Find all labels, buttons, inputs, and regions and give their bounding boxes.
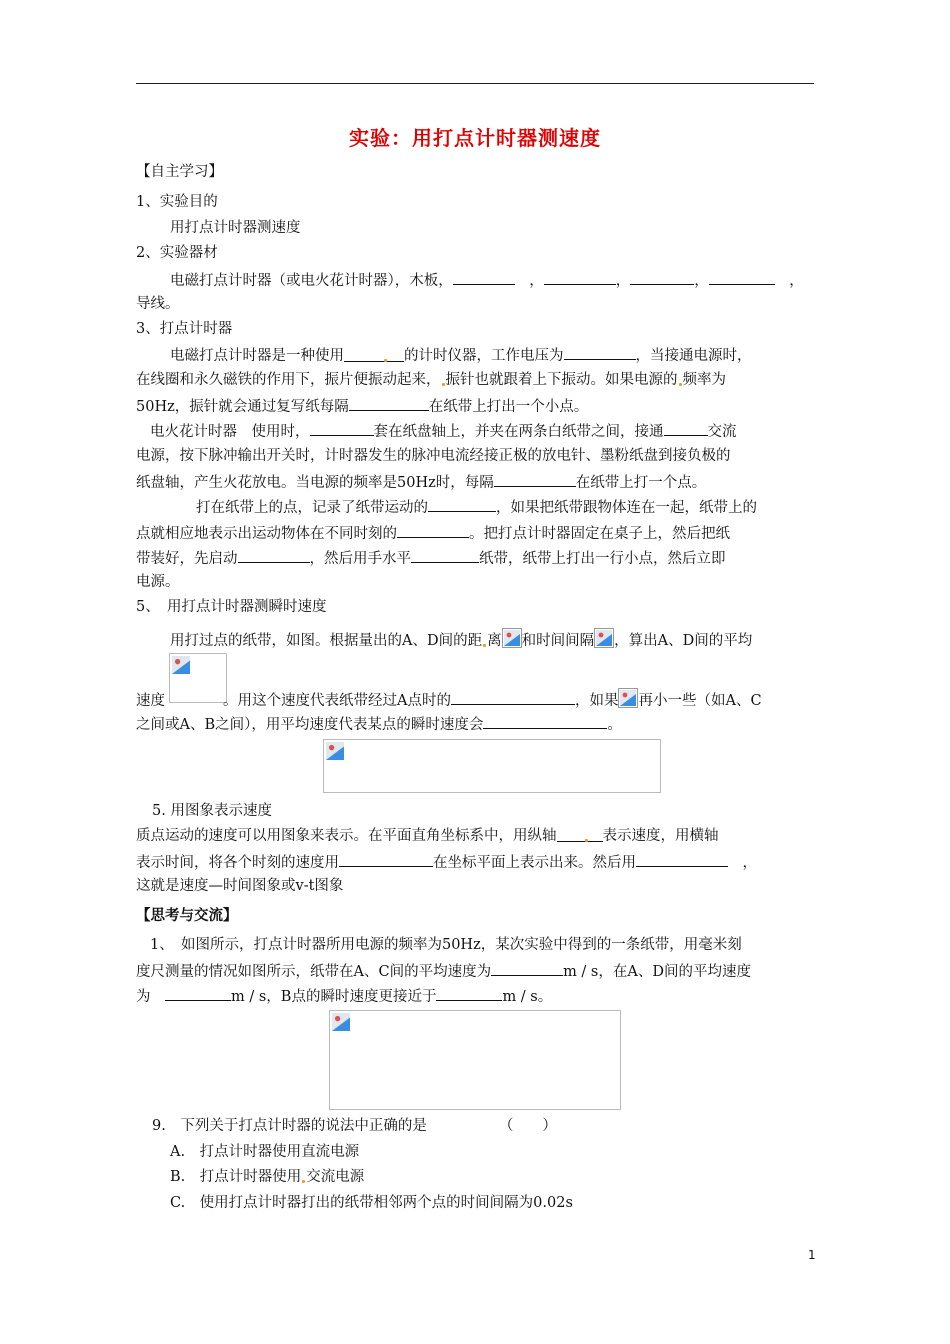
para-line: 电源。 bbox=[136, 574, 180, 590]
para-line: 50Hz，振针就会通过复写纸每隔 在纸带上打出一个小点。 bbox=[136, 395, 588, 417]
page-number: 1 bbox=[808, 1248, 816, 1262]
answer-bracket: （ ） bbox=[498, 1118, 557, 1134]
para-line: 用打过点的纸带，如图。根据量出的A、D间的距 离 和时间间隔 ，算出A、D间的平均 bbox=[170, 628, 752, 651]
para-line: 电磁打点计时器是一种使用 的计时仪器，工作电压为 ，当接通电源时， bbox=[170, 344, 752, 366]
heading-purpose: 1、实验目的 bbox=[136, 194, 218, 210]
section-heading: 【自主学习】 bbox=[136, 164, 223, 180]
para-line: 速度 。用这个速度代表纸带经过A点时的 ，如果 再小一些（如A、C bbox=[136, 688, 762, 711]
equipment-line-2: 导线。 bbox=[136, 296, 180, 312]
heading-graph: 5. 用图象表示速度 bbox=[152, 803, 272, 819]
para-line: 带装好，先启动 ，然后用手水平 纸带，纸带上打出一行小点，然后立即 bbox=[136, 547, 726, 569]
para-line: 之间或A、B之间），用平均速度代表某点的瞬时速度会 。 bbox=[136, 713, 622, 735]
question-line: 1、 如图所示，打点计时器所用电源的频率为50Hz，某次实验中得到的一条纸带，用毫米刻 bbox=[150, 937, 742, 953]
tape-figure-placeholder bbox=[329, 1010, 621, 1110]
para-line: 这就是速度—时间图象或v-t图象 bbox=[136, 878, 344, 894]
question-9: 9. 下列关于打点计时器的说法中正确的是 （ ） bbox=[152, 1118, 557, 1134]
option-c: C. 使用打点计时器打出的纸带相邻两个点的时间间隔为0.02s bbox=[170, 1195, 573, 1211]
heading-equipment: 2、实验器材 bbox=[136, 245, 218, 261]
question-line: 度尺测量的情况如图所示，纸带在A、C间的平均速度为 m / s，在A、D间的平均速度 bbox=[136, 960, 751, 982]
para-line: 表示时间，将各个时刻的速度用 在坐标平面上表示出来。然后用 ， bbox=[136, 851, 757, 873]
purpose-text: 用打点计时器测速度 bbox=[170, 220, 301, 236]
broken-image-icon bbox=[502, 628, 522, 648]
para-line: 质点运动的速度可以用图象来表示。在平面直角坐标系中，用纵轴 表示速度，用横轴 bbox=[136, 828, 719, 844]
equipment-line: 电磁打点计时器（或电火花计时器），木板， ， ， ， ， bbox=[170, 269, 804, 291]
question-line: 为 m / s，B点的瞬时速度更接近于 m / s。 bbox=[136, 985, 552, 1007]
tape-figure-placeholder bbox=[323, 739, 661, 793]
header-rule bbox=[136, 83, 814, 84]
option-a: A. 打点计时器使用直流电源 bbox=[170, 1144, 360, 1160]
para-line: 打在纸带上的点，记录了纸带运动的 ，如果把纸带跟物体连在一起，纸带上的 bbox=[196, 496, 757, 518]
para-line: 电源，按下脉冲输出开关时，计时器发生的脉冲电流经接正极的放电针、墨粉纸盘到接负极的 bbox=[136, 448, 731, 464]
heading-instant-speed: 5、 用打点计时器测瞬时速度 bbox=[136, 599, 327, 615]
option-b: B. 打点计时器使用 交流电源 bbox=[170, 1169, 365, 1185]
para-line: 点就相应地表示出运动物体在不同时刻的 。把打点计时器固定在桌子上，然后把纸 bbox=[136, 522, 730, 544]
para-line: 纸盘轴，产生火花放电。当电源的频率是50Hz时，每隔 在纸带上打一个点。 bbox=[136, 471, 706, 493]
broken-image-icon bbox=[594, 628, 614, 648]
heading-timer: 3、打点计时器 bbox=[136, 321, 233, 337]
para-line: 电火花计时器 使用时， 套在纸盘轴上，并夹在两条白纸带之间，接通 交流 bbox=[150, 420, 737, 442]
section-heading: 【思考与交流】 bbox=[136, 908, 238, 924]
broken-image-icon bbox=[618, 688, 638, 708]
page-title: 实验：用打点计时器测速度 bbox=[349, 126, 601, 150]
para-line: 在线圈和永久磁铁的作用下，振片便振动起来， 振针也就跟着上下振动。如果电源的 频率为 bbox=[136, 372, 726, 388]
